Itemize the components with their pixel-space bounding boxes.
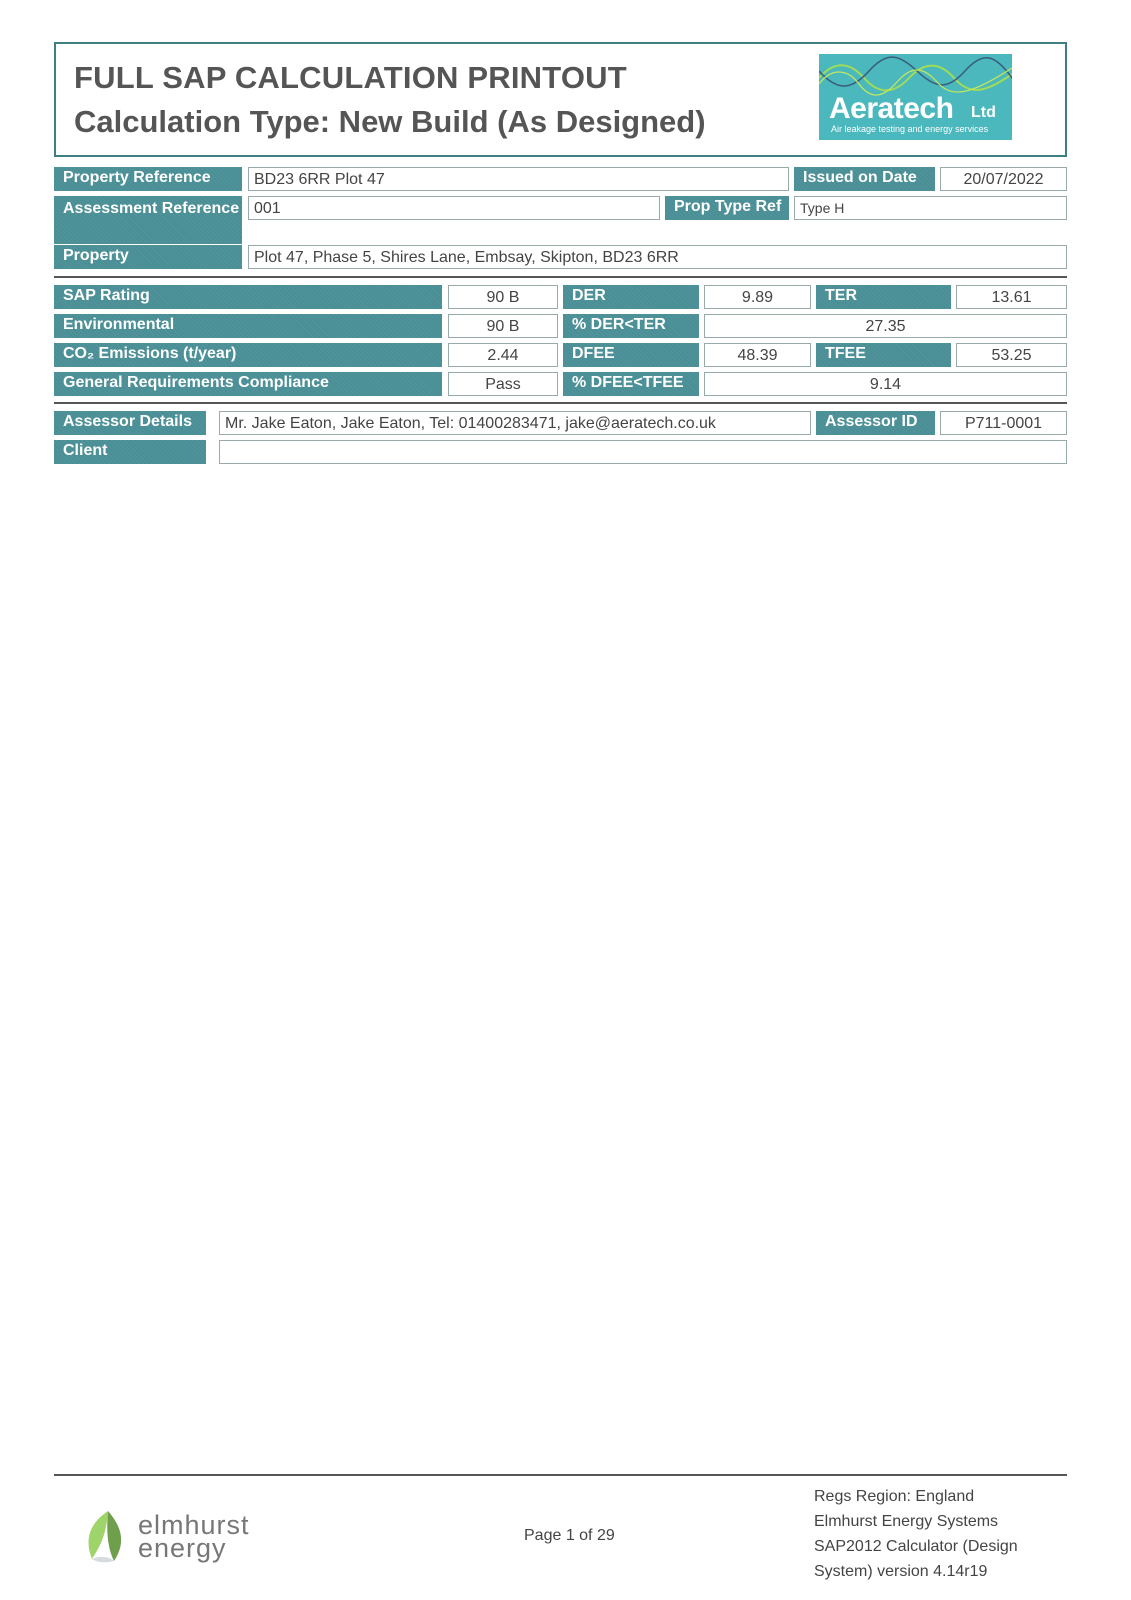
issued-date-value: 20/07/2022 [940,167,1067,191]
general-requirements-value: Pass [448,372,558,396]
wave-graphic-icon [819,56,1012,96]
environmental-value: 90 B [448,314,558,338]
tfee-label: TFEE [816,343,951,367]
assessor-details-label: Assessor Details [54,411,206,435]
der-ter-label: % DER<TER [563,314,699,338]
aeratech-logo [819,54,1012,140]
assessor-id-value: P711-0001 [940,411,1067,435]
prop-type-ref-label: Prop Type Ref [665,196,789,220]
divider [54,276,1067,278]
co2-emissions-label: CO₂ Emissions (t/year) [54,343,442,367]
calculation-type: Calculation Type: New Build (As Designed) [74,104,706,139]
dfee-value: 48.39 [704,343,811,367]
sap-rating-value: 90 B [448,285,558,309]
assessor-details-value: Mr. Jake Eaton, Jake Eaton, Tel: 01400283471, jake@aeratech.co.uk [219,411,811,435]
client-value [219,440,1067,464]
assessor-id-label: Assessor ID [816,411,935,435]
general-requirements-label: General Requirements Compliance [54,372,442,396]
regs-region: Regs Region: England [814,1488,975,1505]
property-address-value: Plot 47, Phase 5, Shires Lane, Embsay, Skipton, BD23 6RR [248,245,1067,269]
logo-ltd: Ltd [971,104,996,121]
footer-divider [54,1474,1067,1476]
der-ter-value: 27.35 [704,314,1067,338]
property-reference-value: BD23 6RR Plot 47 [248,167,789,191]
regs-info [814,1484,1054,1584]
ter-value: 13.61 [956,285,1067,309]
ter-label: TER [816,285,951,309]
der-value: 9.89 [704,285,811,309]
energy-word: energy [138,1533,227,1563]
issued-date-label: Issued on Date [794,167,935,191]
der-label: DER [563,285,699,309]
prop-type-ref-value: Type H [794,196,1067,220]
elmhurst-word: elmhurst [138,1510,250,1540]
elmhurst-logo [82,1509,282,1569]
divider [54,402,1067,404]
dfee-tfee-label: % DFEE<TFEE [563,372,699,396]
software-vendor: Elmhurst Energy Systems [814,1513,999,1530]
page-number: Page 1 of 29 [524,1527,615,1544]
logo-brand: Aeratech [829,92,954,125]
sap-rating-label: SAP Rating [54,285,442,309]
co2-emissions-value: 2.44 [448,343,558,367]
property-reference-label: Property Reference [54,167,242,191]
software-version: SAP2012 Calculator (Design System) version 4.14r19 [814,1538,1018,1580]
dfee-tfee-value: 9.14 [704,372,1067,396]
dfee-label: DFEE [563,343,699,367]
property-label: Property [54,245,242,269]
logo-tagline: Air leakage testing and energy services [831,124,989,134]
document-title: FULL SAP CALCULATION PRINTOUT [74,60,627,95]
tfee-value: 53.25 [956,343,1067,367]
client-label: Client [54,440,206,464]
leaf-icon [82,1509,132,1565]
assessment-reference-value: 001 [248,196,660,220]
assessment-reference-label: Assessment Reference [54,196,242,244]
environmental-label: Environmental [54,314,442,338]
